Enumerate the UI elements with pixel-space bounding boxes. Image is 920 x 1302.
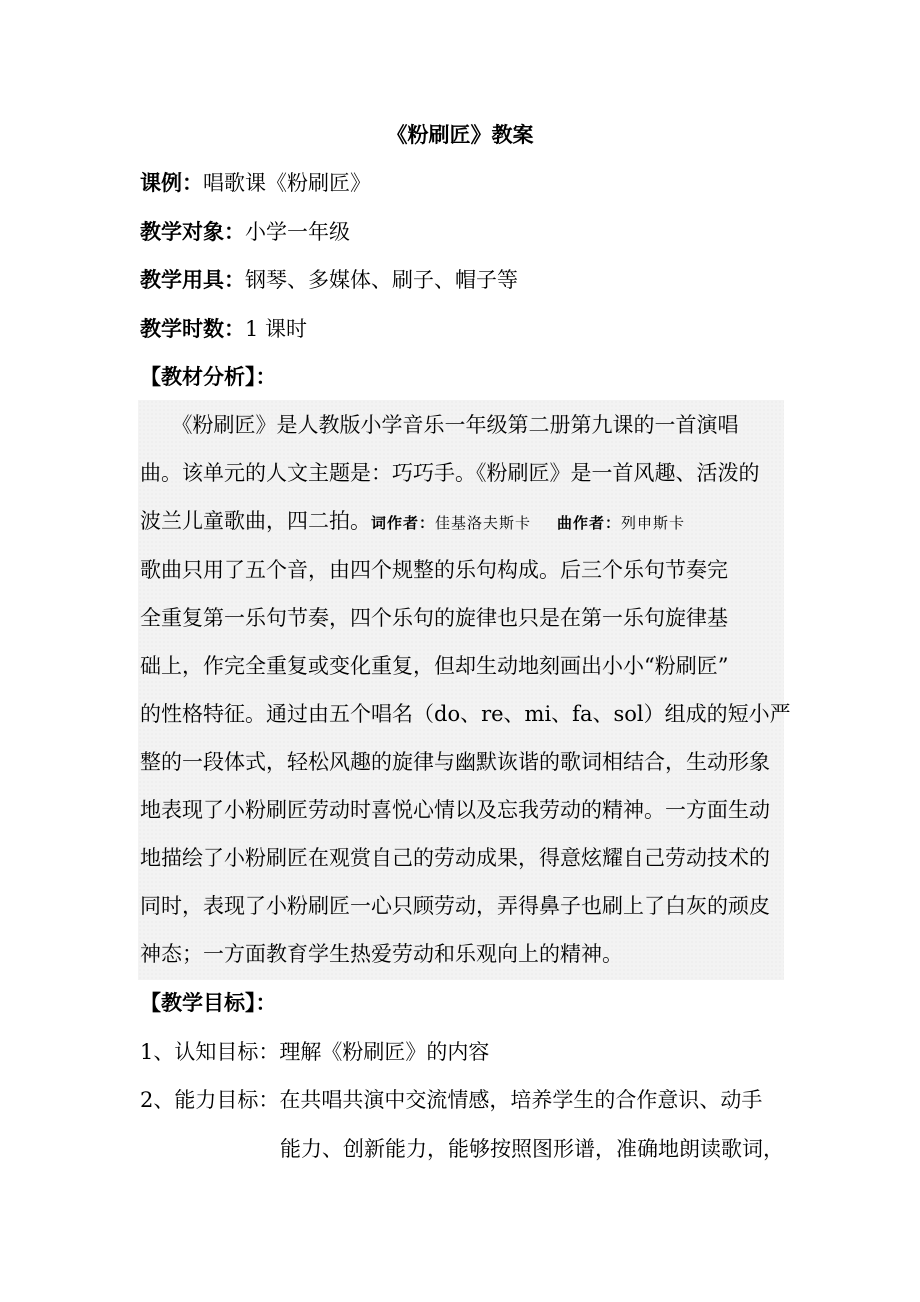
analysis-heading: 【教材分析】： bbox=[140, 364, 277, 389]
analysis-block bbox=[138, 400, 791, 980]
analysis-line: 础上，作完全重复或变化重复，但却生动地刻画出小小“粉刷匠” bbox=[140, 654, 729, 678]
tools-label: 教学用具： bbox=[140, 267, 245, 292]
analysis-line: 地表现了小粉刷匠劳动时喜悦心情以及忘我劳动的精神。一方面生动 bbox=[140, 798, 770, 822]
target-label: 教学对象： bbox=[140, 219, 245, 244]
analysis-line: 神态；一方面教育学生热爱劳动和乐观向上的精神。 bbox=[140, 942, 623, 966]
analysis-line: 全重复第一乐句节奏，四个乐句的旋律也只是在第一乐句旋律基 bbox=[140, 606, 728, 630]
analysis-line-credits bbox=[140, 506, 685, 538]
goal-ability: 2、能力目标：在共唱共演中交流情感，培养学生的合作意识、动手 bbox=[140, 1088, 763, 1112]
analysis-line: 《粉刷匠》是人教版小学音乐一年级第二册第九课的一首演唱 bbox=[140, 413, 739, 437]
hours-field bbox=[140, 314, 307, 344]
analysis-line: 同时，表现了小粉刷匠一心只顾劳动，弄得鼻子也刷上了白灰的顽皮 bbox=[140, 894, 770, 918]
analysis-line: 的性格特征。通过由五个唱名（do、re、mi、fa、sol）组成的短小严 bbox=[140, 702, 791, 726]
composer-label: 曲作者： bbox=[557, 514, 622, 532]
goal-cognitive: 1、认知目标：理解《粉刷匠》的内容 bbox=[140, 1040, 490, 1064]
tools-value: 钢琴、多媒体、刷子、帽子等 bbox=[245, 268, 518, 292]
lesson-label: 课例： bbox=[140, 170, 203, 195]
analysis-line: 波兰儿童歌曲，四二拍。 bbox=[140, 509, 371, 533]
target-value: 小学一年级 bbox=[245, 220, 350, 244]
analysis-line: 地描绘了小粉刷匠在观赏自己的劳动成果，得意炫耀自己劳动技术的 bbox=[140, 846, 770, 870]
tools-field bbox=[140, 265, 518, 295]
hours-value: 1 课时 bbox=[245, 317, 308, 341]
target-field bbox=[140, 217, 350, 247]
hours-label: 教学时数： bbox=[140, 316, 245, 341]
document-title: 《粉刷匠》教案 bbox=[386, 122, 534, 147]
goals-heading: 【教学目标】： bbox=[140, 990, 277, 1015]
lyricist-label: 词作者： bbox=[371, 514, 436, 532]
lesson-value: 唱歌课《粉刷匠》 bbox=[203, 171, 371, 195]
lesson-field bbox=[140, 168, 371, 198]
analysis-line: 整的一段体式，轻松风趣的旋律与幽默诙谐的歌词相结合，生动形象 bbox=[140, 750, 770, 774]
analysis-line: 歌曲只用了五个音，由四个规整的乐句构成。后三个乐句节奏完 bbox=[140, 558, 728, 582]
composer-name: 列申斯卡 bbox=[621, 514, 686, 532]
goal-ability-continued: 能力、创新能力，能够按照图形谱，准确地朗读歌词， bbox=[280, 1137, 784, 1161]
lyricist-name: 佳基洛夫斯卡 bbox=[435, 514, 532, 532]
analysis-line: 曲。该单元的人文主题是：巧巧手。《粉刷匠》是一首风趣、活泼的 bbox=[140, 461, 760, 485]
